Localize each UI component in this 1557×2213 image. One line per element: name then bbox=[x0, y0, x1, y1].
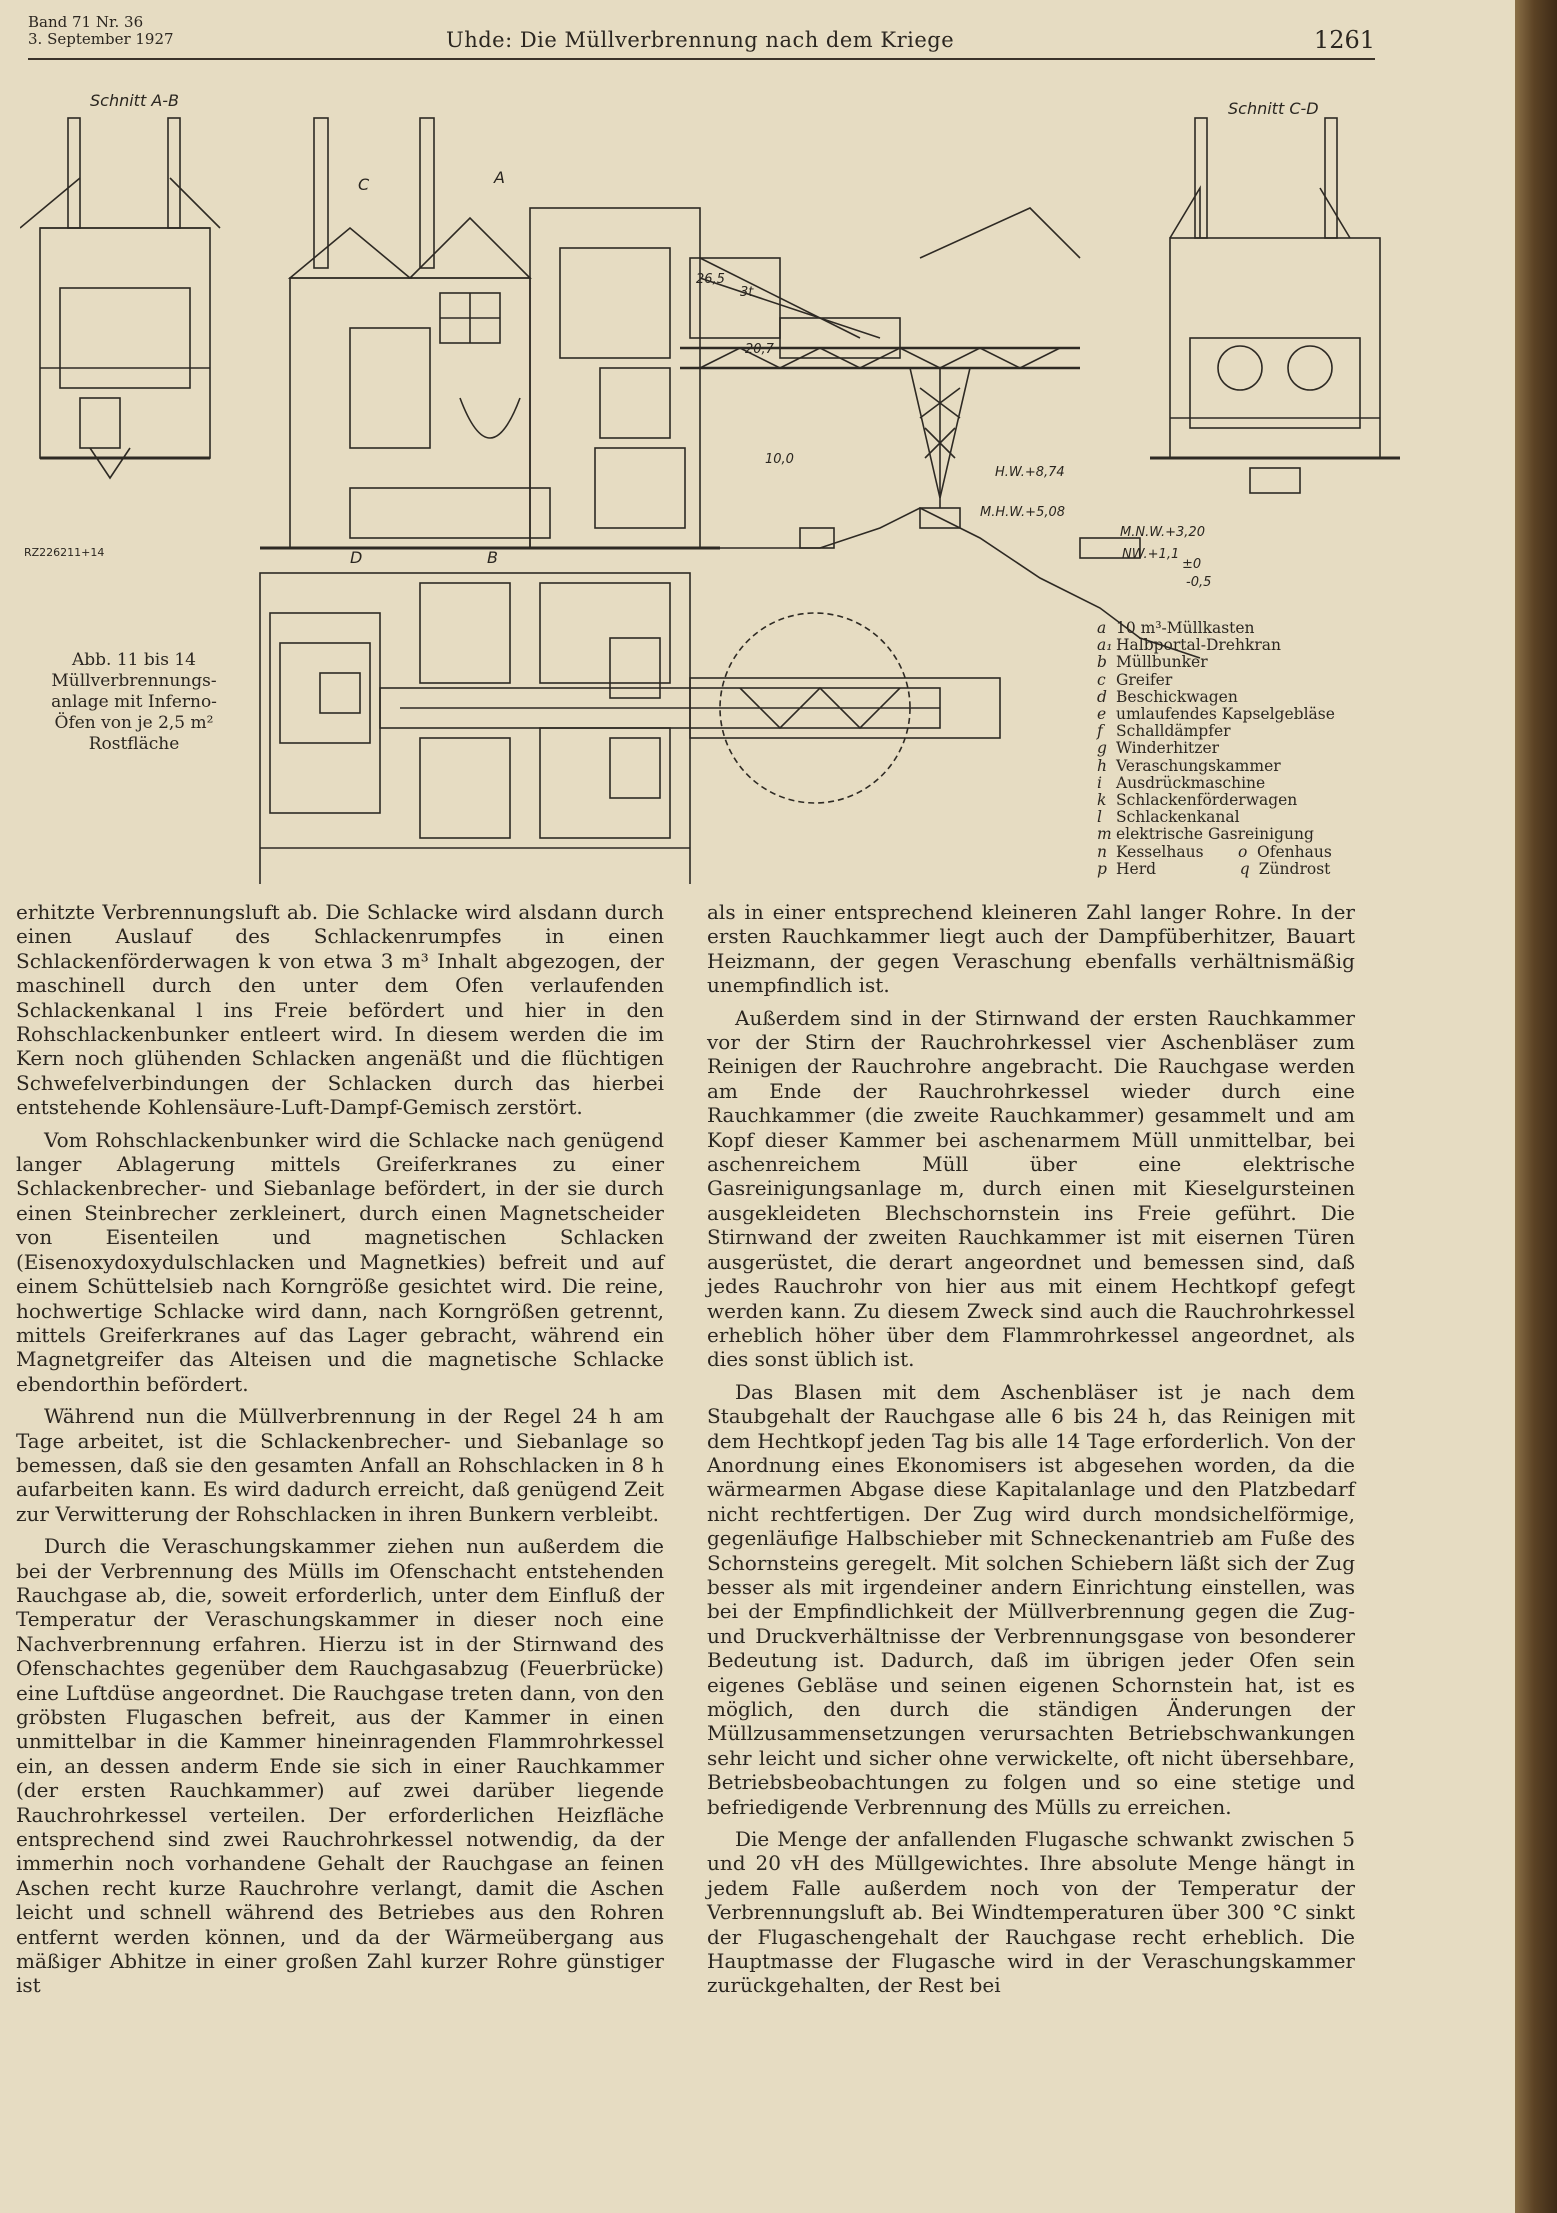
cut-mark-a-top: A bbox=[494, 168, 505, 187]
legend-row: f Schalldämpfer bbox=[1097, 722, 1231, 741]
legend-row: e umlaufendes Kapselgebläse bbox=[1097, 705, 1335, 724]
legend-row: h Veraschungskammer bbox=[1097, 756, 1281, 775]
level-hw: H.W.+8,74 bbox=[995, 465, 1065, 480]
legend-row: g Winderhitzer bbox=[1097, 739, 1220, 758]
level-nw: NW.+1,1 bbox=[1122, 547, 1180, 562]
book-spine-edge bbox=[1515, 0, 1557, 2213]
legend-row: i Ausdrückmaschine bbox=[1097, 773, 1266, 792]
paragraph: erhitzte Verbrennungsluft ab. Die Schlacke wird alsdann durch einen Auslauf des Schlackenrumpfes in einen Schlackenförderwagen k von etwa 3 m³ Inhalt abgezogen, der maschinell durch den unter dem Ofen verlaufenden Schlackenkanal l ins Freie befördert und hier in den Rohschlackenbunker entleert wird. In diesem werden die im Kern noch glühenden Schlacken angenäßt und die flüchtigen Schwefelverbindungen der Schlacken durch das hierbei entstehende Kohlensäure-Luft-Dampf-Gemisch zerstört. bbox=[16, 900, 664, 1120]
legend-row: b Müllbunker bbox=[1097, 653, 1208, 672]
header-rule bbox=[28, 58, 1375, 60]
paragraph: Durch die Veraschungskammer ziehen nun außerdem die bei der Verbrennung des Mülls im Ofenschacht entstehenden Rauchgase ab, die, soweit erforderlich, unter dem Einfluß der Temperatur der Veraschungskammer in dieser noch eine Nachverbrennung erfahren. Hierzu ist in der Stirnwand des Ofenschachtes gegenüber dem Rauchgasabzug (Feuerbrücke) eine Luftdüse angeordnet. Die Rauchgase treten dann, von den gröbsten Flugaschen befreit, aus der Kammer in einen unmittelbar in die Kammer hineinragenden Flammrohrkessel ein, an dessen anderm Ende sie sich in einer Rauchkammer (der ersten Rauchkammer) auf zwei darüber liegende Rauchrohrkessel verteilen. Der erforderlichen Heizfläche entsprechend sind zwei Rauchrohrkessel notwendig, da der immerhin noch vorhandene Gehalt der Rauchgase an feinen Aschen recht kurze Rauchrohre verlangt, damit die Aschen leicht und schnell während des Betriebes aus den Rohren entfernt werden können, und da der Wärmeübergang aus mäßiger Abhitze in einer großen Zahl kurzer Rohre günstiger ist bbox=[16, 1534, 664, 1998]
cut-mark-b-bottom: B bbox=[487, 548, 498, 567]
legend-row: d Beschickwagen bbox=[1097, 687, 1238, 706]
legend-row: n Kesselhaus o Ofenhaus bbox=[1097, 842, 1332, 861]
section-cd-label: Schnitt C-D bbox=[1228, 99, 1319, 118]
section-cd-drawing bbox=[1150, 118, 1400, 493]
legend-row: l Schlackenkanal bbox=[1097, 808, 1240, 827]
paragraph: Das Blasen mit dem Aschenbläser ist je nach dem Staubgehalt der Rauchgase alle 6 bis 24 h, das Reinigen mit dem Hechtkopf jeden Tag bis alle 14 Tage erforderlich. Von der Anordnung eines Ekonomisers ist abgesehen worden, da die wärmearmen Abgase diese Kapitalanlage und den Platzbedarf nicht rechtfertigen. Der Zug wird durch mondsichelförmige, gegenläufige Halbschieber mit Schneckenantrieb am Fuße des Schornsteins geregelt. Mit solchen Schiebern läßt sich der Zug besser als mit irgendeiner andern Einrichtung einstellen, was bei der Empfindlichkeit der Müllverbrennung gegen die Zug- und Druckverhältnisse der Verbrennungsgase von besonderer Bedeutung ist. Dadurch, daß im übrigen jeder Ofen sein eigenes Gebläse und seinen eigenen Schornstein hat, ist es möglich, den durch die ständigen Änderungen der Müllzusammensetzungen verursachten Betriebschwankungen sehr leicht und sicher ohne verwickelte, oft nicht übersehbare, Betriebsbeobachtungen zu folgen und so eine stetige und befriedigende Verbrennung des Mülls zu erreichen. bbox=[707, 1379, 1355, 1819]
legend-row: a₁ Halbportal-Drehkran bbox=[1097, 636, 1281, 655]
cut-mark-d-bottom: D bbox=[350, 548, 363, 567]
paragraph: Außerdem sind in der Stirnwand der ersten Rauchkammer vor der Stirn der Rauchrohrkessel vier Aschenbläser zum Reinigen der Rauchrohre angebracht. Die Rauchgase werden am Ende der Rauchrohrkessel wieder durch eine Rauchkammer (die zweite Rauchkammer) gesammelt und am Kopf dieser Kammer bei aschenarmem Müll unmittelbar, bei aschenreichem Müll über eine elektrische Gasreinigungsanlage m, durch einen mit Kieselgursteinen ausgekleideten Blechschornstein ins Freie geführt. Die Stirnwand der zweiten Rauchkammer ist mit eisernen Türen ausgerüstet, die derart angeordnet und bemessen sind, daß jedes Rauchrohr von hier aus mit einem Hechtkopf gefegt werden kann. Zu diesem Zweck sind auch die Rauchrohrkessel erheblich höher über dem Flammrohrkessel angeordnet, als dies sonst üblich ist. bbox=[707, 1005, 1355, 1372]
plan-view-drawing bbox=[260, 573, 1000, 884]
date-line: 3. September 1927 bbox=[28, 30, 174, 48]
legend-row: p Herd q Zündrost bbox=[1097, 859, 1331, 878]
text-column-left bbox=[16, 900, 664, 2006]
running-title: Uhde: Die Müllverbrennung nach dem Kriege bbox=[446, 28, 955, 52]
volume-info bbox=[28, 14, 174, 48]
drawing-stamp: RZ226211+14 bbox=[24, 546, 105, 559]
legend-row: a 10 m³-Müllkasten bbox=[1097, 619, 1255, 637]
paragraph: Vom Rohschlackenbunker wird die Schlacke nach genügend langer Ablagerung mittels Greiferkranes zu einer Schlackenbrecher- und Siebanlage befördert, in der sie durch einen Steinbrecher zerkleinert, durch einen Magnetscheider von Eisenteilen und magnetischen Schlacken (Eisenoxydoxydulschlacken und Magnetkies) befreit und auf einem Schüttelsieb nach Korngröße gesichtet wird. Die reine, hochwertige Schlacke wird dann, nach Korngrößen getrennt, mittels Greiferkranes auf das Lager gebracht, während ein Magnetgreifer das Alteisen und die magnetische Schlacke ebendorthin befördert. bbox=[16, 1127, 664, 1396]
level-10-0: 10,0 bbox=[765, 452, 794, 467]
paragraph: Die Menge der anfallenden Flugasche schwankt zwischen 5 und 20 vH des Müllgewichtes. Ihre absolute Menge hängt in jedem Falle außerdem noch von der Temperatur der Verbrennungsluft ab. Bei Windtemperaturen über 300 °C sinkt der Flugaschengehalt der Rauchgase recht erheblich. Die Hauptmasse der Flugasche wird in der Veraschungskammer zurückgehalten, der Rest bei bbox=[707, 1827, 1355, 1998]
section-ab-label: Schnitt A-B bbox=[90, 91, 180, 110]
paragraph: Während nun die Müllverbrennung in der Regel 24 h am Tage arbeitet, ist die Schlackenbrecher- und Siebanlage so bemessen, daß sie den gesamten Anfall an Rohschlacken in 8 h aufarbeiten kann. Es wird dadurch erreicht, daß genügend Zeit zur Verwitterung der Rohschlacken in ihren Bunkern verbleibt. bbox=[16, 1404, 664, 1526]
level-zero: ±0 bbox=[1182, 557, 1202, 572]
legend-row: m elektrische Gasreinigung bbox=[1097, 825, 1314, 844]
level-26-5: 26,5 bbox=[696, 272, 725, 287]
section-ab-drawing bbox=[20, 118, 220, 478]
legend-row: c Greifer bbox=[1097, 670, 1173, 689]
running-header bbox=[28, 10, 1375, 56]
page-number: 1261 bbox=[1313, 26, 1375, 54]
central-elevation-drawing bbox=[260, 118, 1200, 658]
level-20-7: 20,7 bbox=[745, 342, 774, 357]
legend-row: k Schlackenförderwagen bbox=[1097, 791, 1298, 810]
caption-text: Abb. 11 bis 14 Müllverbrennungs- anlage mit Inferno- Öfen von je 2,5 m² Rostfläche bbox=[51, 650, 217, 754]
cut-mark-c-top: C bbox=[358, 175, 370, 194]
level-mhw: M.H.W.+5,08 bbox=[980, 505, 1066, 520]
level-mnw: M.N.W.+3,20 bbox=[1120, 525, 1205, 540]
text-column-right bbox=[707, 900, 1355, 2006]
weight-3t: 3t bbox=[740, 285, 754, 300]
paragraph: als in einer entsprechend kleineren Zahl langer Rohre. In der ersten Rauchkammer liegt auch der Dampfüberhitzer, Bauart Heizmann, der gegen Veraschung ebenfalls verhältnismäßig unempfindlich ist. bbox=[707, 900, 1355, 998]
volume-line: Band 71 Nr. 36 bbox=[28, 13, 144, 31]
figure-legend bbox=[1097, 620, 1397, 878]
figure-caption bbox=[24, 650, 244, 755]
level-minus-05: -0,5 bbox=[1186, 575, 1212, 590]
